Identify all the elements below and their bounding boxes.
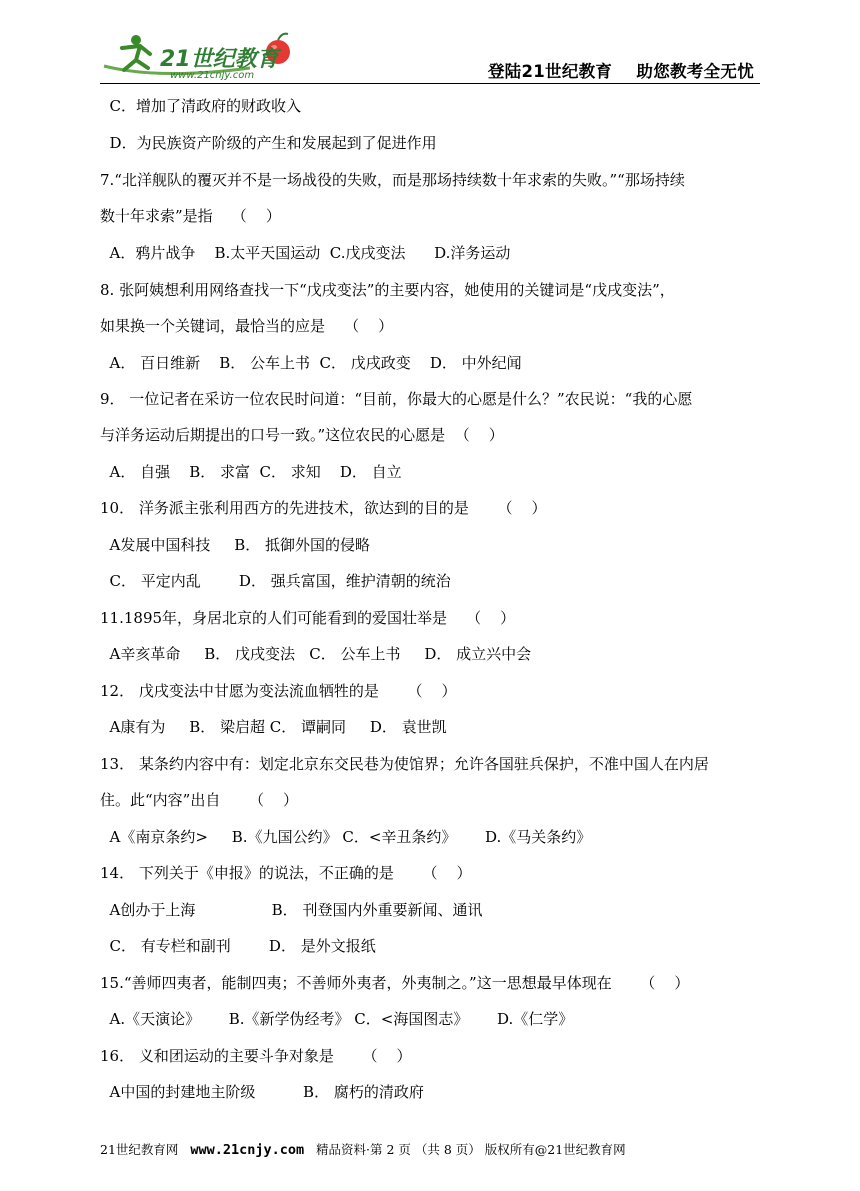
text-line: 13． 某条约内容中有：划定北京东交民巷为使馆界；允许各国驻兵保护，不准中国人在内居 (100, 755, 709, 773)
text-line: A辛亥革命 B． 戊戌变法 C． 公车上书 D． 成立兴中会 (100, 645, 532, 663)
text-line: 15.“善师四夷者，能制四夷；不善师外夷者，外夷制之。”这一思想最早体现在 （ ） (100, 974, 690, 992)
footer-page-info: 精品资料·第 2 页 （共 8 页） 版权所有@21世纪教育网 (316, 1142, 626, 1157)
text-line: 住。此“内容”出自 （ ） (100, 791, 299, 809)
text-line: A．鸦片战争 B.太平天国运动 C.戊戌变法 D.洋务运动 (100, 244, 511, 262)
footer-site-name: 21世纪教育网 (100, 1142, 179, 1157)
text-line: 16． 义和团运动的主要斗争对象是 （ ） (100, 1047, 412, 1065)
text-line: A《南京条约> B.《九国公约》 C．<辛丑条约》 D.《马关条约》 (100, 828, 592, 846)
page-footer (100, 1140, 626, 1158)
text-line: A.《天演论》 B.《新学伪经考》 C．<海国图志》 D.《仁学》 (100, 1010, 574, 1028)
text-line: A． 自强 B． 求富 C． 求知 D． 自立 (100, 463, 402, 481)
text-line: 如果换一个关键词，最恰当的应是 （ ） (100, 317, 394, 335)
header-rule (100, 83, 760, 84)
text-line: 14． 下列关于《申报》的说法，不正确的是 （ ） (100, 864, 472, 882)
text-line: 11.1895年，身居北京的人们可能看到的爱国壮举是 （ ） (100, 609, 516, 627)
footer-url[interactable]: www.21cnjy.com (190, 1142, 305, 1158)
text-line: A． 百日维新 B． 公车上书 C． 戊戌政变 D． 中外纪闻 (100, 354, 522, 372)
logo-text: 21世纪教育 (160, 47, 279, 72)
page-header (100, 28, 760, 82)
21cnjy-logo (100, 28, 310, 82)
logo-url: www.21cnjy.com (170, 70, 255, 81)
text-line: 8. 张阿姨想利用网络查找一下“戊戌变法”的主要内容，她使用的关键词是“戊戌变法”， (100, 281, 675, 299)
text-line: 与洋务运动后期提出的口号一致。”这位农民的心愿是 （ ） (100, 426, 504, 444)
text-line: A中国的封建地主阶级 B． 腐朽的清政府 (100, 1083, 424, 1101)
text-line: D．为民族资产阶级的产生和发展起到了促进作用 (100, 134, 437, 152)
text-line: 数十年求索”是指 （ ） (100, 207, 281, 225)
text-line: A发展中国科技 B． 抵御外国的侵略 (100, 536, 371, 554)
text-line: 7.“北洋舰队的覆灭并不是一场战役的失败，而是那场持续数十年求索的失败。”“那场持续 (100, 171, 685, 189)
text-line: 10． 洋务派主张利用西方的先进技术，欲达到的目的是 （ ） (100, 499, 547, 517)
text-line: A康有为 B． 梁启超 C． 谭嗣同 D． 袁世凯 (100, 718, 447, 736)
text-line: 9． 一位记者在采访一位农民时问道：“目前，你最大的心愿是什么？”农民说：“我的心愿 (100, 390, 693, 408)
text-line: A创办于上海 B． 刊登国内外重要新闻、通讯 (100, 901, 483, 919)
text-line: C．增加了清政府的财政收入 (100, 97, 302, 115)
text-line: 12． 戊戌变法中甘愿为变法流血牺牲的是 （ ） (100, 682, 457, 700)
text-line: C． 平定内乱 D． 强兵富国，维护清朝的统治 (100, 572, 451, 590)
text-line: C． 有专栏和副刊 D． 是外文报纸 (100, 937, 376, 955)
header-tagline: 登陆21世纪教育 助您教考全无忧 (487, 62, 754, 81)
